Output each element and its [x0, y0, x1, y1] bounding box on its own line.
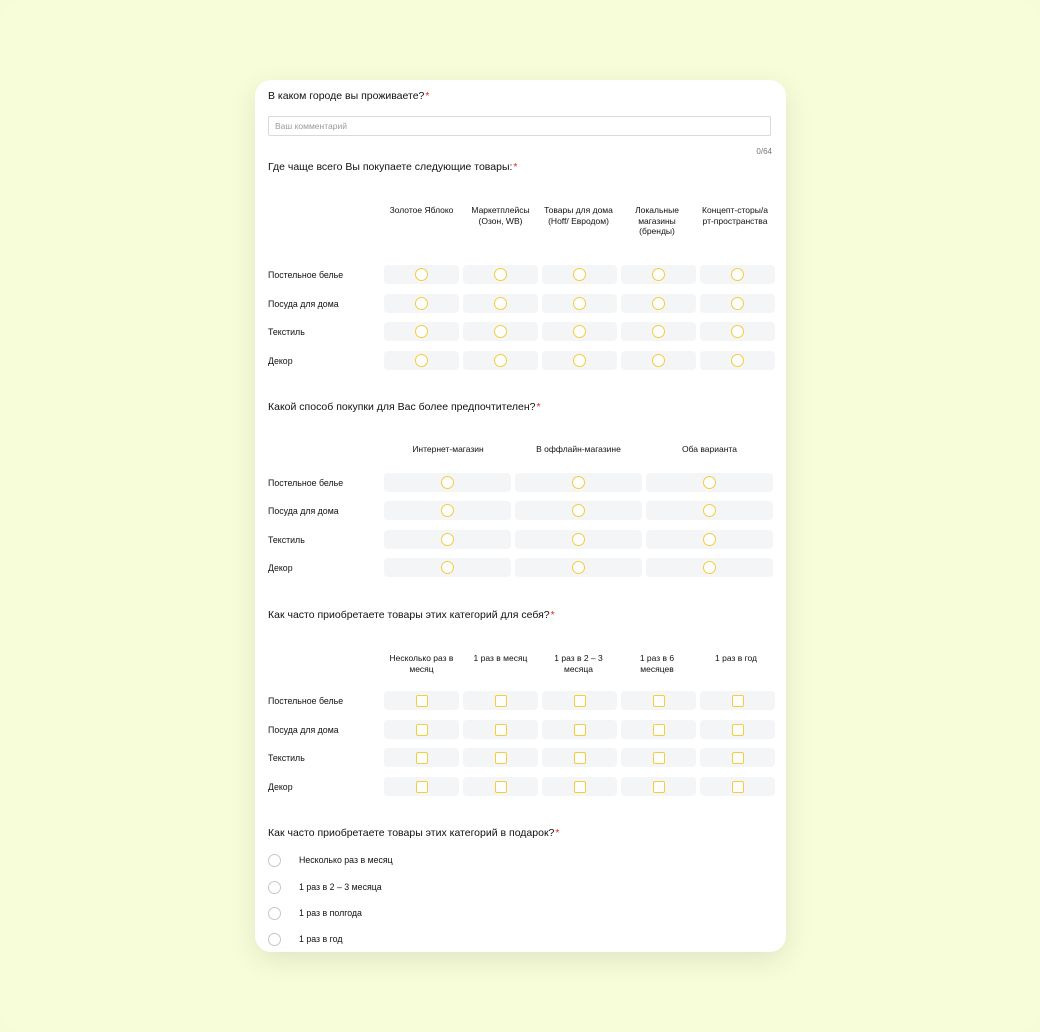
q3-radio[interactable]: [703, 561, 716, 574]
q4-cell[interactable]: [384, 691, 459, 710]
q2-radio[interactable]: [494, 325, 507, 338]
q4-checkbox[interactable]: [416, 695, 428, 707]
q4-cell[interactable]: [542, 748, 617, 767]
q3-radio[interactable]: [441, 504, 454, 517]
q4-cell[interactable]: [384, 748, 459, 767]
q4-row-label: Декор: [268, 782, 293, 792]
gift-option-label: 1 раз в полгода: [299, 908, 362, 918]
required-mark: *: [536, 401, 541, 413]
q2-radio[interactable]: [731, 268, 744, 281]
q2-cell[interactable]: [542, 265, 617, 284]
q4-column-header: 1 раз в 6 месяцев: [639, 653, 675, 674]
gift-option-radio[interactable]: [268, 933, 281, 946]
q3-radio[interactable]: [703, 504, 716, 517]
q3-cell[interactable]: [646, 501, 773, 520]
q2-cell[interactable]: [700, 294, 775, 313]
q2-cell[interactable]: [700, 322, 775, 341]
question-city-title: В каком городе вы проживаете?*: [268, 90, 430, 102]
q4-checkbox[interactable]: [732, 752, 744, 764]
q2-cell[interactable]: [463, 294, 538, 313]
required-mark: *: [513, 161, 518, 173]
q4-column-header: 1 раз в месяц: [473, 653, 528, 663]
q4-column-header: Несколько раз в месяц: [389, 653, 454, 674]
q2-radio[interactable]: [652, 325, 665, 338]
q4-checkbox[interactable]: [416, 724, 428, 736]
q3-radio[interactable]: [441, 561, 454, 574]
q2-radio[interactable]: [573, 325, 586, 338]
q4-checkbox[interactable]: [653, 781, 665, 793]
q2-radio[interactable]: [731, 354, 744, 367]
q2-cell[interactable]: [621, 265, 696, 284]
q2-radio[interactable]: [415, 268, 428, 281]
question-frequency-gift-title: Как часто приобретаете товары этих категорий в подарок?*: [268, 827, 560, 839]
q2-cell[interactable]: [463, 265, 538, 284]
q4-cell[interactable]: [463, 748, 538, 767]
q4-checkbox[interactable]: [416, 752, 428, 764]
q2-cell[interactable]: [542, 294, 617, 313]
q3-cell[interactable]: [515, 558, 642, 577]
q3-radio[interactable]: [703, 476, 716, 489]
q2-cell[interactable]: [384, 351, 459, 370]
q3-cell[interactable]: [384, 530, 511, 549]
q3-cell[interactable]: [515, 501, 642, 520]
required-mark: *: [550, 609, 555, 621]
gift-option-radio[interactable]: [268, 907, 281, 920]
q3-radio[interactable]: [441, 476, 454, 489]
q4-row-label: Постельное белье: [268, 696, 344, 706]
q3-cell[interactable]: [646, 473, 773, 492]
q4-checkbox[interactable]: [732, 781, 744, 793]
q2-cell[interactable]: [384, 294, 459, 313]
q2-cell[interactable]: [384, 265, 459, 284]
q3-cell[interactable]: [384, 473, 511, 492]
gift-option-radio[interactable]: [268, 881, 281, 894]
q2-radio[interactable]: [731, 325, 744, 338]
q4-checkbox[interactable]: [653, 752, 665, 764]
q2-column-header: Товары для дома (Hoff/ Евродом): [544, 205, 613, 226]
gift-option-label: Несколько раз в месяц: [299, 855, 393, 865]
q4-checkbox[interactable]: [574, 695, 586, 707]
q2-cell[interactable]: [384, 322, 459, 341]
q2-radio[interactable]: [652, 354, 665, 367]
q3-cell[interactable]: [646, 530, 773, 549]
q2-row-label: Декор: [268, 356, 293, 366]
q2-cell[interactable]: [621, 322, 696, 341]
q2-row-label: Посуда для дома: [268, 299, 339, 309]
q2-row-label: Текстиль: [268, 327, 305, 337]
q2-cell[interactable]: [542, 351, 617, 370]
q4-row-label: Посуда для дома: [268, 725, 339, 735]
gift-option-radio[interactable]: [268, 854, 281, 867]
q4-checkbox[interactable]: [495, 724, 507, 736]
q4-column-header: 1 раз в 2 – 3 месяца: [554, 653, 603, 674]
q2-cell[interactable]: [542, 322, 617, 341]
q3-radio[interactable]: [703, 533, 716, 546]
gift-option-label: 1 раз в год: [299, 934, 343, 944]
q2-radio[interactable]: [415, 325, 428, 338]
q4-checkbox[interactable]: [574, 752, 586, 764]
q2-radio[interactable]: [415, 297, 428, 310]
q4-checkbox[interactable]: [574, 724, 586, 736]
q2-radio[interactable]: [652, 297, 665, 310]
q4-checkbox[interactable]: [653, 724, 665, 736]
character-counter: 0/64: [756, 147, 772, 156]
q4-column-header: 1 раз в год: [715, 653, 757, 663]
q4-cell[interactable]: [621, 777, 696, 796]
q2-column-header: Золотое Яблоко: [389, 205, 454, 215]
q3-row-label: Постельное белье: [268, 478, 344, 488]
q2-radio[interactable]: [494, 297, 507, 310]
gift-option-label: 1 раз в 2 – 3 месяца: [299, 882, 382, 892]
q3-radio[interactable]: [572, 533, 585, 546]
q3-radio[interactable]: [572, 504, 585, 517]
q2-cell[interactable]: [463, 351, 538, 370]
q4-cell[interactable]: [542, 691, 617, 710]
q4-checkbox[interactable]: [732, 724, 744, 736]
q2-radio[interactable]: [652, 268, 665, 281]
q2-cell[interactable]: [700, 351, 775, 370]
q4-cell[interactable]: [700, 777, 775, 796]
q2-cell[interactable]: [621, 294, 696, 313]
q4-cell[interactable]: [463, 691, 538, 710]
q2-cell[interactable]: [463, 322, 538, 341]
q3-radio[interactable]: [441, 533, 454, 546]
q3-cell[interactable]: [515, 530, 642, 549]
q4-cell[interactable]: [542, 777, 617, 796]
q2-cell[interactable]: [621, 351, 696, 370]
survey-form-card: [255, 80, 786, 952]
city-comment-input[interactable]: [268, 116, 771, 136]
q2-column-header: Концепт-сторы/арт-пространства: [702, 205, 768, 226]
q4-cell[interactable]: [621, 720, 696, 739]
q2-radio[interactable]: [573, 297, 586, 310]
q2-column-header: Локальные магазины (бренды): [635, 205, 679, 236]
q3-cell[interactable]: [646, 558, 773, 577]
q4-cell[interactable]: [700, 691, 775, 710]
q3-cell[interactable]: [515, 473, 642, 492]
q3-radio[interactable]: [572, 476, 585, 489]
q3-row-label: Текстиль: [268, 535, 305, 545]
q4-cell[interactable]: [700, 720, 775, 739]
q4-checkbox[interactable]: [653, 695, 665, 707]
q4-checkbox[interactable]: [495, 781, 507, 793]
q3-cell[interactable]: [384, 558, 511, 577]
q2-row-label: Постельное белье: [268, 270, 344, 280]
q4-cell[interactable]: [700, 748, 775, 767]
city-input-placeholder: Ваш комментарий: [275, 121, 347, 131]
question-where-buy-title: Где чаще всего Вы покупаете следующие товары:*: [268, 161, 518, 173]
q3-radio[interactable]: [572, 561, 585, 574]
q4-cell[interactable]: [384, 777, 459, 796]
required-mark: *: [555, 827, 560, 839]
q3-row-label: Посуда для дома: [268, 506, 339, 516]
q4-cell[interactable]: [463, 720, 538, 739]
q2-radio[interactable]: [573, 354, 586, 367]
q2-radio[interactable]: [731, 297, 744, 310]
q4-checkbox[interactable]: [495, 695, 507, 707]
q4-cell[interactable]: [542, 720, 617, 739]
q4-cell[interactable]: [621, 748, 696, 767]
q4-cell[interactable]: [463, 777, 538, 796]
q4-checkbox[interactable]: [416, 781, 428, 793]
q3-column-header: Интернет-магазин: [412, 444, 484, 454]
q2-radio[interactable]: [494, 268, 507, 281]
q2-radio[interactable]: [415, 354, 428, 367]
q4-checkbox[interactable]: [732, 695, 744, 707]
q3-column-header: Оба варианта: [682, 444, 737, 454]
q3-column-header: В оффлайн-магазине: [536, 444, 621, 454]
q4-row-label: Текстиль: [268, 753, 305, 763]
q2-column-header: Маркетплейсы (Озон, WB): [471, 205, 530, 226]
q2-radio[interactable]: [573, 268, 586, 281]
q4-cell[interactable]: [384, 720, 459, 739]
q3-cell[interactable]: [384, 501, 511, 520]
q4-checkbox[interactable]: [495, 752, 507, 764]
q2-radio[interactable]: [494, 354, 507, 367]
question-purchase-method-title: Какой способ покупки для Вас более предпочтителен?*: [268, 401, 541, 413]
required-mark: *: [425, 90, 430, 102]
q2-cell[interactable]: [700, 265, 775, 284]
question-frequency-self-title: Как часто приобретаете товары этих категорий для себя?*: [268, 609, 555, 621]
q4-checkbox[interactable]: [574, 781, 586, 793]
q4-cell[interactable]: [621, 691, 696, 710]
q3-row-label: Декор: [268, 563, 293, 573]
